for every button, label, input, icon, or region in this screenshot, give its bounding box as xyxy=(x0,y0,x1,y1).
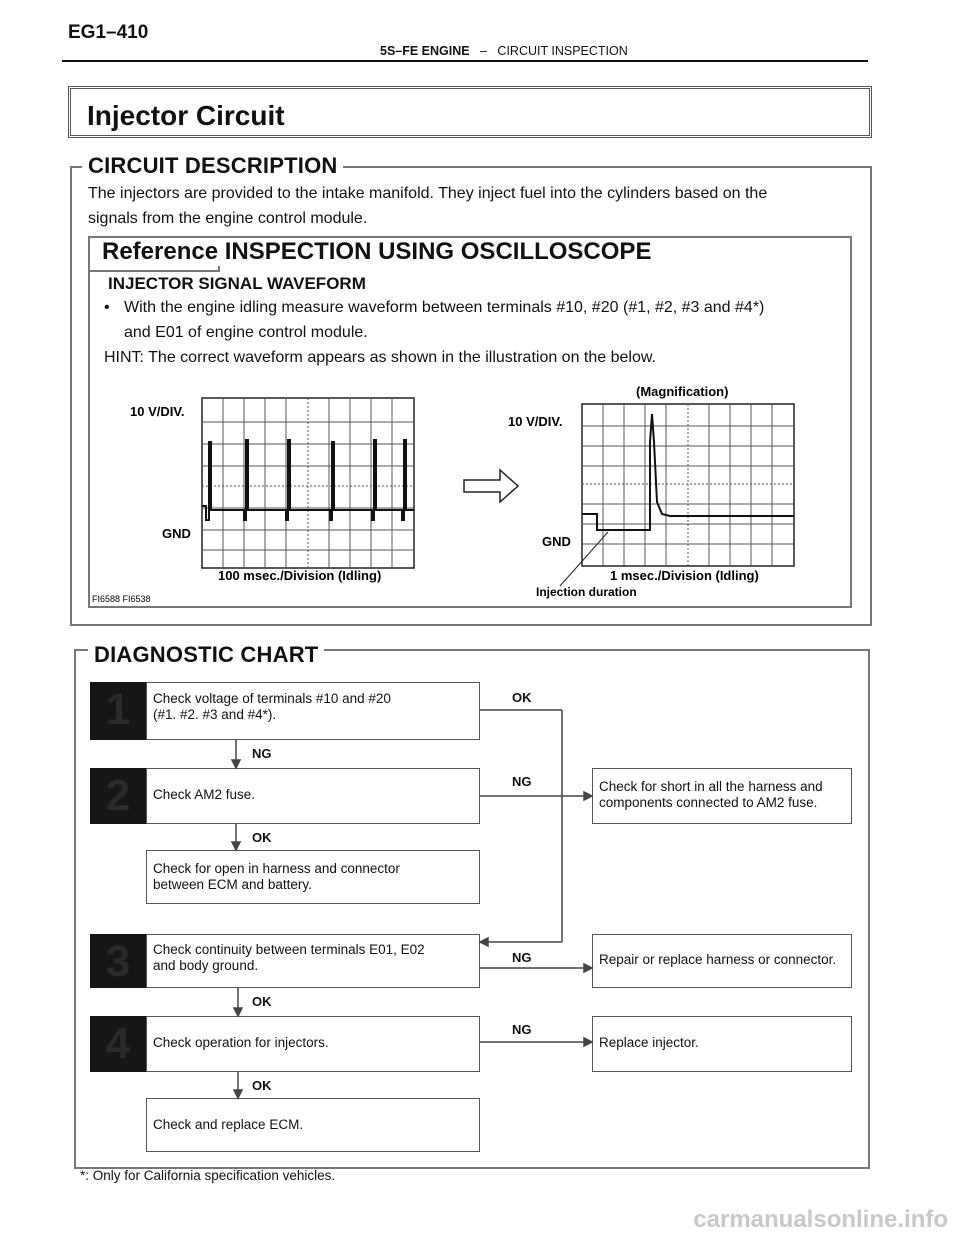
figure-code: FI6588 FI6538 xyxy=(92,594,151,604)
section-label: CIRCUIT INSPECTION xyxy=(497,44,628,58)
page-title: Injector Circuit xyxy=(87,100,285,131)
bullet-line-2: and E01 of engine control module. xyxy=(124,324,368,341)
left-time-label: 100 msec./Division (Idling) xyxy=(218,568,382,583)
right-vdiv-label: 10 V/DIV. xyxy=(508,414,563,429)
short-check-line-1: Check for short in all the harness and xyxy=(599,779,823,794)
left-gnd-label: GND xyxy=(162,526,191,541)
step-3-number: 3 xyxy=(90,934,146,988)
step-4-ng-label: NG xyxy=(512,1022,532,1037)
circuit-description-heading: CIRCUIT DESCRIPTION xyxy=(82,153,343,179)
step-3-ok-label: OK xyxy=(252,994,272,1009)
step-2-ng-label: NG xyxy=(512,774,532,789)
short-check-line-2: components connected to AM2 fuse. xyxy=(599,795,818,810)
final-step-text: Check and replace ECM. xyxy=(153,1117,304,1132)
open-check-line-2: between ECM and battery. xyxy=(153,877,312,892)
reference-tag: Reference xyxy=(102,238,219,265)
step-1-line-2: (#1. #2. #3 and #4*). xyxy=(153,707,277,722)
step-3-ng-label: NG xyxy=(512,950,532,965)
bullet-line-1: With the engine idling measure waveform between terminals #10, #20 (#1, #2, #3 and #4*) xyxy=(124,299,765,316)
hint-text: HINT: The correct waveform appears as shown in the illustration on the below. xyxy=(104,349,656,366)
watermark: carmanualsonline.info xyxy=(693,1206,948,1233)
injection-duration-label: Injection duration xyxy=(536,585,637,599)
step-4-line-1: Check operation for injectors. xyxy=(153,1035,329,1050)
magnification-label: (Magnification) xyxy=(636,384,729,399)
bullet-mark: • xyxy=(104,299,110,316)
step-1-line-1: Check voltage of terminals #10 and #20 xyxy=(153,691,391,706)
step-2-ok-label: OK xyxy=(252,830,272,845)
oscilloscope-heading: INSPECTION USING OSCILLOSCOPE xyxy=(224,238,652,265)
description-line-1: The injectors are provided to the intake manifold. They inject fuel into the cylinders based on the xyxy=(88,185,768,202)
right-time-label: 1 msec./Division (Idling) xyxy=(610,568,759,583)
step-1-ok-label: OK xyxy=(512,690,532,705)
header-separator: – xyxy=(480,44,487,58)
step-3-line-2: and body ground. xyxy=(153,958,259,973)
diagnostic-chart-heading: DIAGNOSTIC CHART xyxy=(88,642,324,668)
step-2-line-1: Check AM2 fuse. xyxy=(153,787,256,802)
step-4-number: 4 xyxy=(90,1016,146,1072)
left-vdiv-label: 10 V/DIV. xyxy=(130,404,185,419)
footnote: *: Only for California specification vehicles. xyxy=(80,1168,336,1183)
replace-injector-text: Replace injector. xyxy=(599,1035,699,1050)
step-2-number: 2 xyxy=(90,768,146,824)
step-4-ok-label: OK xyxy=(252,1078,272,1093)
step-1-ng-label: NG xyxy=(252,746,272,761)
waveform-subheading: INJECTOR SIGNAL WAVEFORM xyxy=(108,274,366,293)
step-1-number: 1 xyxy=(90,682,146,740)
engine-label: 5S–FE ENGINE xyxy=(380,44,470,58)
repair-text: Repair or replace harness or connector. xyxy=(599,952,837,967)
right-gnd-label: GND xyxy=(542,534,571,549)
open-check-line-1: Check for open in harness and connector xyxy=(153,861,400,876)
description-line-2: signals from the engine control module. xyxy=(88,210,368,227)
step-3-line-1: Check continuity between terminals E01, E02 xyxy=(153,942,425,957)
page-number: EG1–410 xyxy=(68,22,149,43)
